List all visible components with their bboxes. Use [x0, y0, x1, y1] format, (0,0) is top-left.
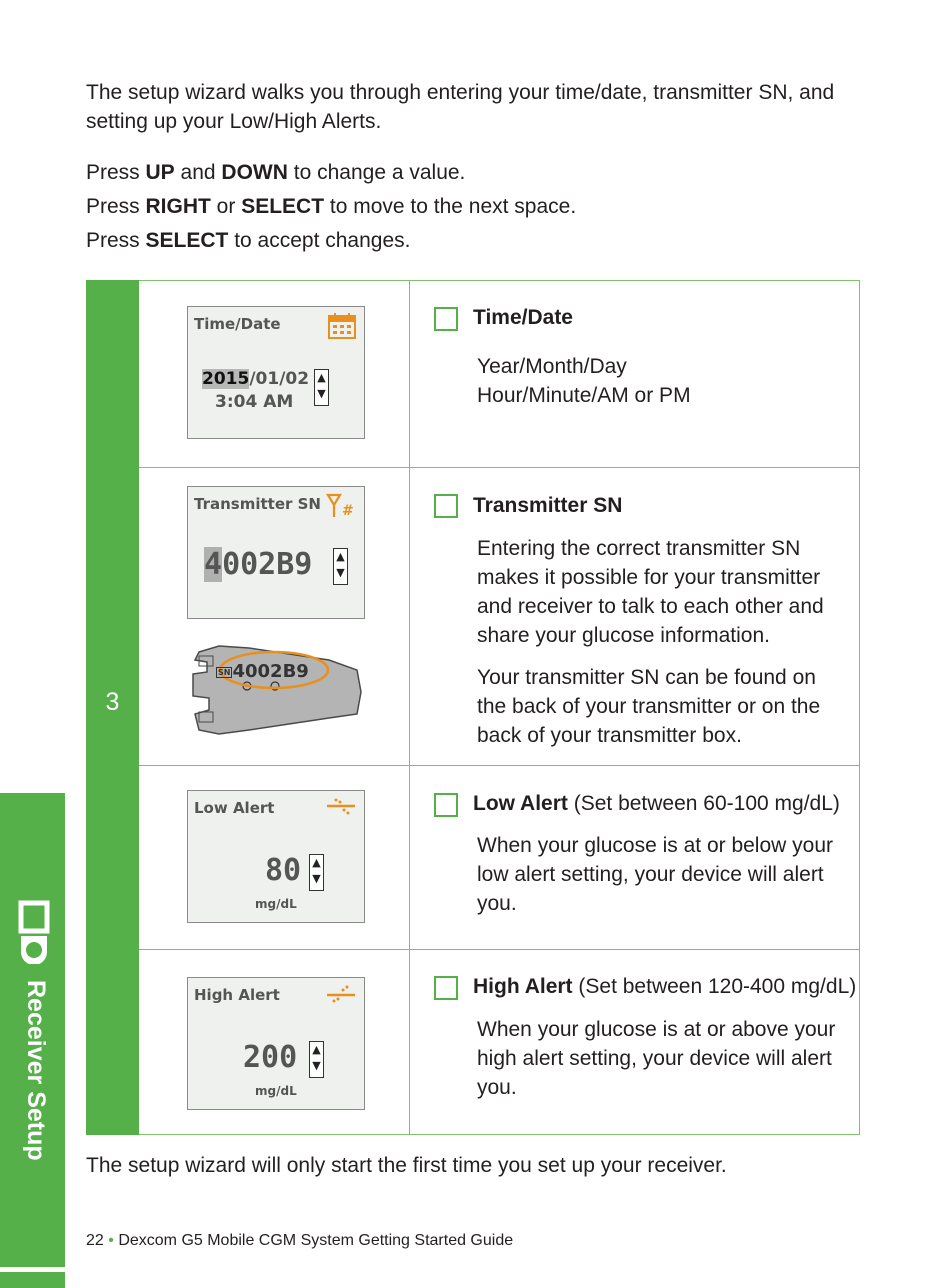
step-column [86, 280, 139, 1135]
bullet: • [108, 1232, 114, 1249]
high-alert-unit: mg/dL [255, 1084, 297, 1098]
up-down-arrows-icon: ▲ ▼ [309, 854, 324, 891]
calendar-icon [328, 313, 356, 339]
time-date-checkbox[interactable] [434, 307, 458, 331]
transmitter-sn-body: Entering the correct transmitter SN makes it possible for your transmitter and receiver to talk to each other and share your glucose information. Your transmitter SN can be found on the back of your transmitter or on the back of your transmitter box. [477, 537, 824, 747]
instruction-select: Press SELECT to accept changes. [86, 229, 411, 252]
page-number: 22 [86, 1232, 104, 1249]
high-alert-icon [326, 984, 356, 1004]
low-alert-icon [326, 797, 356, 817]
time-date-title: Time/Date [473, 306, 573, 329]
low-alert-screen [187, 790, 365, 923]
side-tab-bottom [0, 1272, 65, 1288]
high-alert-body: When your glucose is at or above your high alert setting, your device will alert you. [477, 1018, 836, 1099]
screen-title: Time/Date [194, 315, 281, 333]
time-date-screen [187, 306, 365, 439]
step-number: 3 [105, 688, 120, 716]
low-alert-value: 80 [265, 853, 302, 888]
setup-table [139, 280, 860, 1135]
intro-text [86, 78, 866, 260]
instruction-right-select: Press RIGHT or SELECT to move to the next space. [86, 195, 577, 218]
screen-title: Transmitter SN [194, 495, 321, 513]
up-down-arrows-icon: ▲ ▼ [309, 1041, 324, 1078]
transmitter-antenna-icon [326, 493, 356, 519]
page-footer [86, 1232, 513, 1250]
low-alert-checkbox[interactable] [434, 793, 458, 817]
up-down-arrows-icon: ▲ ▼ [333, 548, 348, 585]
sn-value: 4002B9 [204, 547, 313, 582]
intro-paragraph: The setup wizard walks you through entering your time/date, transmitter SN, and setting up your Low/High Alerts. [86, 81, 835, 133]
high-alert-screen [187, 977, 365, 1110]
high-alert-value: 200 [243, 1040, 298, 1075]
svg-text:#: # [342, 503, 354, 519]
screen-title: Low Alert [194, 799, 275, 817]
table-row-time-date [139, 281, 859, 468]
receiver-icon [18, 900, 50, 964]
guide-title: Dexcom G5 Mobile CGM System Getting Started Guide [118, 1232, 514, 1249]
high-alert-title: High Alert (Set between 120-400 mg/dL) [473, 975, 857, 998]
section-label: Receiver Setup [22, 980, 50, 1161]
time-date-body: Year/Month/Day Hour/Minute/AM or PM [477, 355, 691, 407]
transmitter-sn-title: Transmitter SN [473, 494, 623, 517]
up-down-arrows-icon: ▲ ▼ [314, 369, 329, 406]
low-alert-title: Low Alert (Set between 60-100 mg/dL) [473, 792, 840, 815]
high-alert-checkbox[interactable] [434, 976, 458, 1000]
transmitter-sn-screen [187, 486, 365, 619]
date-value: 2015/01/02 [202, 369, 310, 389]
instruction-up-down: Press UP and DOWN to change a value. [86, 161, 466, 184]
low-alert-body: When your glucose is at or below your low alert setting, your device will alert you. [477, 834, 834, 915]
table-row-low-alert [139, 766, 859, 950]
transmitter-sn-label: SN 4002B9 [218, 661, 309, 682]
low-alert-unit: mg/dL [255, 897, 297, 911]
screen-title: High Alert [194, 986, 280, 1004]
transmitter-image [189, 644, 364, 739]
footer-note: The setup wizard will only start the first time you set up your receiver. [86, 1154, 727, 1177]
table-row-transmitter-sn [139, 468, 859, 766]
time-value: 3:04 AM [215, 392, 294, 412]
table-row-high-alert [139, 950, 859, 1135]
transmitter-sn-checkbox[interactable] [434, 494, 458, 518]
